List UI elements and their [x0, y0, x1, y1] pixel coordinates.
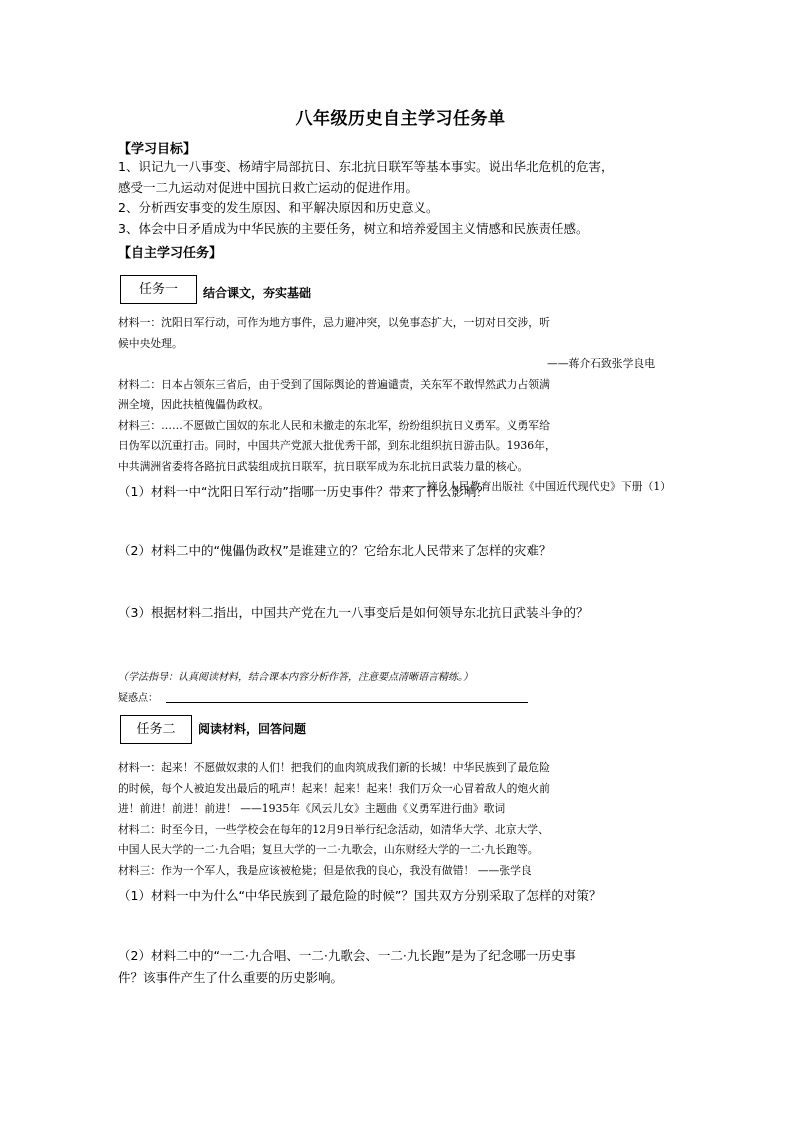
material-line: 材料二：日本占领东三省后，由于受到了国际舆论的普遍谴责，关东军不敢悍然武力占领满	[118, 377, 550, 391]
material-line: 进！前进！前进！前进！ ——1935年《风云儿女》主题曲《义勇军进行曲》歌词	[118, 802, 506, 815]
material-line: 中共满洲省委将各路抗日武装组成抗日联军，抗日联军成为东北抗日武装力量的核心。	[118, 459, 529, 473]
task2-question-1: （1）材料一中为什么“中华民族到了最危险的时候”？国共双方分别采取了怎样的对策？	[118, 888, 602, 903]
material-line: 的时候，每个人被迫发出最后的吼声！起来！起来！起来！我们万众一心冒着敌人的炮火前	[118, 781, 550, 795]
material-source: ——摘自人民教育出版社《中国近代现代史》下册（1）	[405, 480, 671, 493]
objectives-list	[118, 157, 683, 239]
task2-materials	[118, 758, 683, 881]
objective-line: 2、分析西安事变的发生原因、和平解决原因和历史意义。	[118, 200, 439, 215]
doubt-label: 疑惑点：	[118, 693, 158, 704]
material-line: 日伪军以沉重打击。同时，中国共产党派大批优秀干部，到东北组织抗日游击队。1936年，	[118, 439, 556, 452]
material-line: 材料一：沈阳日军行动，可作为地方事件，忌力避冲突，以免事态扩大，一切对日交涉，听	[118, 316, 550, 329]
task1-description: 结合课文，夯实基础	[203, 286, 312, 300]
material-line: 材料一：起来！不愿做奴隶的人们！把我们的血肉筑成我们新的长城！中华民族到了最危险	[118, 761, 550, 774]
task2-description: 阅读材料，回答问题	[198, 722, 307, 736]
material-line: 洲全境，因此扶植傀儡伪政权。	[118, 398, 270, 411]
task2-question-2-cont: 件？该事件产生了什么重要的历史影响。	[118, 970, 344, 985]
task1-label-box: 任务一	[120, 275, 197, 304]
material-source: ——蒋介石致张学良电	[547, 357, 655, 370]
task1-question-2: （2）材料二中的“傀儡伪政权”是谁建立的？它给东北人民带来了怎样的灾难？	[118, 543, 552, 558]
objectives-heading: 【学习目标】	[118, 142, 197, 157]
task2-question-2: （2）材料二中的“一二·九合唱、一二·九歌会、一二·九长跑”是为了纪念哪一历史事	[118, 948, 576, 963]
task1-materials	[118, 313, 683, 498]
task2-label-box: 任务二	[120, 715, 192, 744]
doubt-answer-line[interactable]	[166, 702, 528, 703]
material-line: 中国人民大学的一二·九合唱；复旦大学的一二·九歌会，山东财经大学的一二·九长跑等。	[118, 843, 539, 856]
task1-question-1: （1）材料一中“沈阳日军行动”指哪一历史事件？带来了什么影响？	[118, 484, 489, 499]
material-line: 材料二：时至今日，一些学校会在每年的12月9日举行纪念活动，如清华大学、北京大学、	[118, 822, 549, 836]
material-line: 候中央处理。	[118, 336, 183, 350]
material-line: 材料三：……不愿做亡国奴的东北人民和未撤走的东北军，纷纷组织抗日义勇军。义勇军给	[118, 418, 550, 432]
task1-question-3: （3）根据材料二指出，中国共产党在九一八事变后是如何领导东北抗日武装斗争的？	[118, 605, 589, 620]
objective-line: 感受一二九运动对促进中国抗日救亡运动的促进作用。	[118, 179, 419, 195]
page-title: 八年级历史自主学习任务单	[295, 109, 506, 129]
material-line: 材料三：作为一个军人，我是应该被枪毙；但是依我的良心，我没有做错！ ——张学良	[118, 863, 532, 877]
objective-line: 1、识记九一八事变、杨靖宇局部抗日、东北抗日联军等基本事实。说出华北危机的危害，	[118, 159, 614, 174]
objective-line: 3、体会中日矛盾成为中华民族的主要任务，树立和培养爱国主义情感和民族责任感。	[118, 220, 589, 236]
tasks-heading: 【自主学习任务】	[118, 246, 223, 261]
study-guide-note: （学法指导：认真阅读材料，结合课本内容分析作答，注意要点清晰语言精练。）	[118, 672, 473, 683]
